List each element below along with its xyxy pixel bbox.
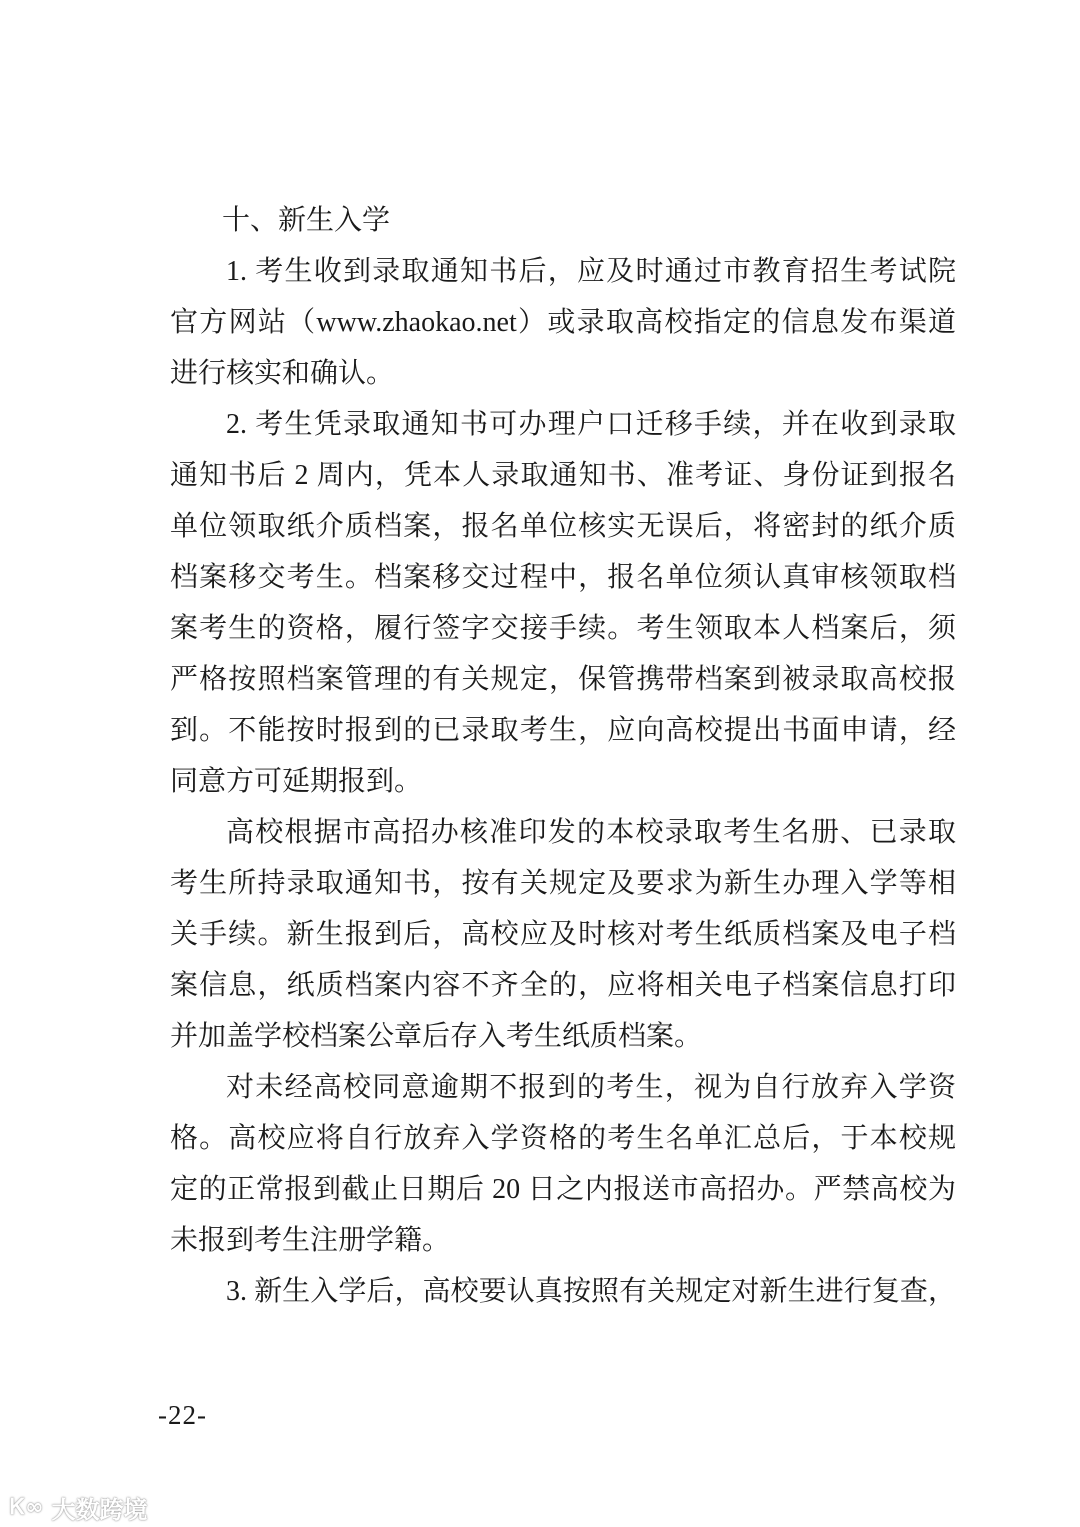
paragraph — [170, 1062, 956, 1266]
text-line: 2. 考生凭录取通知书可办理户口迁移手续，并在收到录取 — [226, 409, 956, 440]
paragraph — [170, 399, 956, 807]
watermark-text: 大数跨境 — [51, 1496, 148, 1524]
text-line: 严格按照档案管理的有关规定，保管携带档案到被录取高校报 — [170, 664, 956, 695]
text-line: 1. 考生收到录取通知书后，应及时通过市教育招生考试院 — [226, 256, 956, 287]
text-line: 未报到考生注册学籍。 — [170, 1225, 451, 1256]
text-line: 进行核实和确认。 — [170, 358, 395, 389]
text-line: 案考生的资格，履行签字交接手续。考生领取本人档案后，须 — [170, 613, 956, 644]
text-line: 对未经高校同意逾期不报到的考生，视为自行放弃入学资 — [226, 1072, 956, 1103]
watermark — [10, 1490, 148, 1525]
text-line: 考生所持录取通知书，按有关规定及要求为新生办理入学等相 — [170, 868, 956, 899]
text-line: 格。高校应将自行放弃入学资格的考生名单汇总后，于本校规 — [170, 1123, 956, 1154]
text-line: 案信息，纸质档案内容不齐全的，应将相关电子档案信息打印 — [170, 970, 956, 1001]
text-line: 定的正常报到截止日期后 20 日之内报送市高招办。严禁高校为 — [170, 1174, 956, 1205]
text-line: 官方网站（www.zhaokao.net）或录取高校指定的信息发布渠道 — [170, 307, 956, 338]
document-body — [170, 195, 956, 1317]
text-line: 通知书后 2 周内，凭本人录取通知书、准考证、身份证到报名 — [170, 460, 956, 491]
text-line: 同意方可延期报到。 — [170, 766, 423, 797]
text-line: 高校根据市高招办核准印发的本校录取考生名册、已录取 — [226, 817, 956, 848]
text-line: 到。不能按时报到的已录取考生，应向高校提出书面申请，经 — [170, 715, 956, 746]
text-line: 关手续。新生报到后，高校应及时核对考生纸质档案及电子档 — [170, 919, 956, 950]
paragraphs — [170, 246, 956, 1317]
section-heading: 十、新生入学 — [222, 205, 391, 236]
watermark-logo-icon: Ꮶ∞ — [10, 1495, 44, 1520]
page-number: -22- — [158, 1400, 207, 1430]
text-line: 单位领取纸介质档案，报名单位核实无误后，将密封的纸介质 — [170, 511, 956, 542]
text-line: 档案移交考生。档案移交过程中，报名单位须认真审核领取档 — [170, 562, 956, 593]
paragraph — [170, 1266, 956, 1317]
paragraph — [170, 246, 956, 399]
paragraph — [170, 807, 956, 1062]
text-line: 并加盖学校档案公章后存入考生纸质档案。 — [170, 1021, 703, 1052]
text-line: 3. 新生入学后，高校要认真按照有关规定对新生进行复查， — [226, 1276, 956, 1307]
